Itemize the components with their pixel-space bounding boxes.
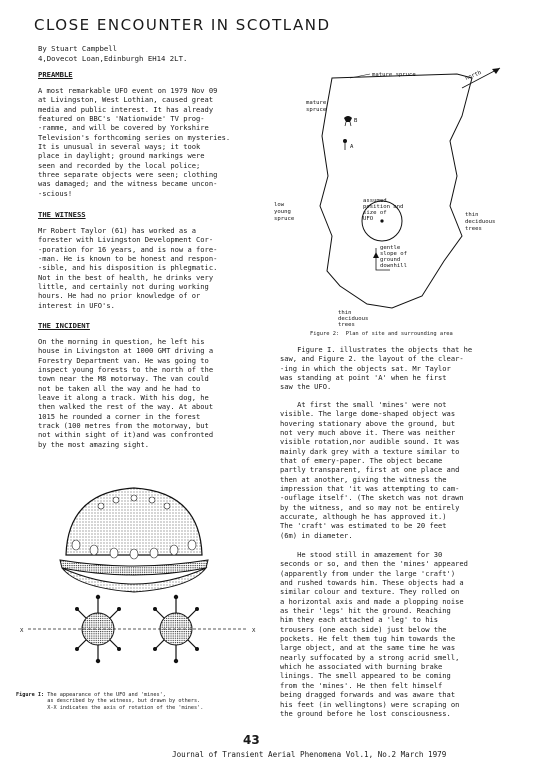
text-line: saw, and Figure 2. the layout of the clear- bbox=[280, 354, 464, 364]
right-para-2 bbox=[280, 400, 464, 540]
text-line: On the morning in question, he left his bbox=[38, 337, 205, 346]
page-number: 43 bbox=[243, 733, 260, 747]
text-line: from the 'mines'. He then felt himself bbox=[280, 680, 443, 690]
axis-label-left: X bbox=[20, 628, 24, 634]
text-line: nearly suffocated by a strong acrid smell, bbox=[280, 652, 460, 662]
author-address: 4,Dovecot Loan,Edinburgh EH14 2LT. bbox=[38, 54, 188, 63]
text-line: that of emery-paper. The object became bbox=[280, 456, 443, 466]
author-block bbox=[38, 44, 187, 64]
text-line: partly transparent, first at one place and bbox=[280, 465, 460, 475]
label-thin-deciduous-bottom: thin bbox=[338, 310, 352, 316]
label-gentle-slope: downhill bbox=[380, 263, 407, 269]
text-line: three separate objects were seen; clothing bbox=[38, 170, 218, 180]
text-line: a horizontal axis and made a plopping noise bbox=[280, 596, 464, 606]
heading-incident: THE INCIDENT bbox=[38, 321, 90, 330]
text-line: leave it along a track. With his dog, he bbox=[38, 393, 209, 403]
figure1-caption-line: The appearance of the UFO and 'mines', bbox=[47, 692, 166, 698]
label-assumed-position: size of bbox=[363, 210, 387, 216]
text-line: large object, and at the same time he was bbox=[280, 643, 456, 653]
heading-witness: THE WITNESS bbox=[38, 210, 86, 219]
text-line: was standing at point 'A' when he first bbox=[280, 373, 447, 383]
text-line: -sible, and his disposition is phlegmatic. bbox=[38, 263, 218, 273]
north-arrow bbox=[462, 68, 500, 88]
text-line: media and public interest. It has already bbox=[38, 104, 214, 114]
label-assumed-position: assumed bbox=[363, 198, 387, 204]
ufo-craft bbox=[60, 488, 208, 592]
text-line: hours. He had no prior knowledge of or bbox=[38, 291, 201, 301]
north-label: north bbox=[464, 69, 483, 82]
text-line: mainly dark grey with a texture similar to bbox=[280, 446, 460, 456]
text-line: linings. The smell appeared to be coming bbox=[280, 671, 451, 681]
text-line: -man. He is known to be honest and respon- bbox=[38, 254, 218, 264]
text-line: hovering stationary above the ground, but bbox=[280, 418, 456, 428]
preamble-text bbox=[38, 86, 230, 198]
figure1-illustration bbox=[16, 470, 266, 690]
text-line: seconds or so, and then the 'mines' appeared bbox=[280, 559, 468, 569]
figure2-site-plan bbox=[272, 56, 512, 326]
text-line: by the witness, and so may not be entirely bbox=[280, 502, 460, 512]
incident-text bbox=[38, 337, 213, 449]
axis-label-right: X bbox=[252, 628, 256, 634]
text-line: -ramme, and will be covered by Yorkshire bbox=[38, 123, 209, 133]
label-mature-spruce-top: mature spruce bbox=[372, 72, 416, 78]
journal-footer: Journal of Transient Aerial Phenomena Vol.1, No.2 March 1979 bbox=[172, 750, 447, 759]
text-line: Forestry Department van. He was going to bbox=[38, 355, 209, 365]
text-line: The 'craft' was estimated to be 20 feet bbox=[280, 521, 447, 531]
text-line: not within sight of it)and was confronted bbox=[38, 430, 214, 440]
label-gentle-slope: gentle bbox=[380, 245, 401, 251]
text-line: -scious! bbox=[38, 188, 73, 198]
label-point-b: B bbox=[354, 118, 358, 124]
text-line: him they each attached a 'leg' to his bbox=[280, 615, 439, 625]
figure1-caption-line: as described by the witness, but drawn by others. bbox=[47, 698, 201, 705]
text-line: featured on BBC's 'Nationwide' TV prog- bbox=[38, 114, 205, 124]
right-para-3 bbox=[280, 550, 468, 718]
text-line: Mr Robert Taylor (61) has worked as a bbox=[38, 226, 197, 235]
label-thin-deciduous-right: thin bbox=[465, 212, 479, 218]
label-low-young-spruce: low bbox=[274, 202, 285, 208]
figure2-caption: Figure 2: Plan of site and surrounding area bbox=[310, 331, 453, 337]
text-line: not very much above it. There was neither bbox=[280, 428, 456, 438]
text-line: (6m) in diameter. bbox=[280, 530, 353, 540]
figure1-caption bbox=[16, 692, 203, 711]
text-line: Television's forthcoming series on mysteries. bbox=[38, 132, 231, 142]
label-mature-spruce-left: spruce bbox=[306, 107, 327, 113]
text-line: town near the M8 motorway. The van could bbox=[38, 374, 209, 384]
figure1-caption-line: X-X indicates the axis of rotation of the 'mines'. bbox=[47, 704, 204, 711]
text-line: his feet (in wellingtons) were scraping on bbox=[280, 699, 460, 709]
text-line: then at another, giving the witness the bbox=[280, 474, 447, 484]
text-line: not be taken all the way and he had to bbox=[38, 383, 201, 393]
text-line: A most remarkable UFO event on 1979 Nov 09 bbox=[38, 86, 218, 95]
text-line: the ground before he lost consciousness. bbox=[280, 708, 451, 718]
label-thin-deciduous-right: deciduous bbox=[465, 219, 496, 225]
text-line: It is unusual in several ways; it took bbox=[38, 142, 201, 152]
text-line: little, and certainly not during working bbox=[38, 282, 209, 292]
text-line: (apparently from under the large 'craft') bbox=[280, 568, 456, 578]
label-thin-deciduous-right: trees bbox=[465, 226, 482, 232]
text-line: inspect young forests to the north of the bbox=[38, 365, 214, 375]
text-line: visible. The large dome-shaped object was bbox=[280, 409, 456, 419]
text-line: Figure I. illustrates the objects that he bbox=[280, 345, 473, 354]
text-line: accurate, although he has approved it.) bbox=[280, 512, 447, 522]
figure1-caption-label: Figure I: bbox=[16, 692, 45, 698]
author-name: By Stuart Campbell bbox=[38, 44, 118, 53]
text-line: then walked the rest of the way. At about bbox=[38, 402, 214, 412]
label-gentle-slope: ground bbox=[380, 257, 401, 263]
text-line: which he associated with burning brake bbox=[280, 662, 443, 672]
text-line: trousers (one each side) just below the bbox=[280, 624, 447, 634]
text-line: At first the small 'mines' were not bbox=[280, 400, 447, 409]
text-line: visible rotation,nor audible sound. It was bbox=[280, 437, 460, 447]
text-line: as their 'legs' hit the ground. Reaching bbox=[280, 606, 451, 616]
text-line: place in daylight; ground markings were bbox=[38, 151, 205, 161]
text-line: and rushed towards him. These objects had a bbox=[280, 578, 464, 588]
text-line: at Livingston, West Lothian, caused great bbox=[38, 95, 214, 105]
label-low-young-spruce: spruce bbox=[274, 216, 295, 222]
text-line: being dragged forwards and was aware that bbox=[280, 690, 456, 700]
text-line: saw the UFO. bbox=[280, 382, 332, 392]
text-line: seen and recorded by the local police; bbox=[38, 160, 201, 170]
text-line: -ing in which the objects sat. Mr Taylor bbox=[280, 363, 451, 373]
mine-left bbox=[75, 595, 121, 663]
label-thin-deciduous-bottom: deciduous bbox=[338, 316, 369, 322]
text-line: -ouflage itself'. (The sketch was not drawn bbox=[280, 493, 464, 503]
label-assumed-position: UFO bbox=[363, 216, 374, 222]
label-gentle-slope: slope of bbox=[380, 251, 407, 257]
heading-preamble: PREAMBLE bbox=[38, 70, 73, 79]
text-line: forester with Livingston Development Cor- bbox=[38, 235, 214, 245]
label-thin-deciduous-bottom: trees bbox=[338, 322, 355, 326]
text-line: 1015 he rounded a corner in the forest bbox=[38, 411, 201, 421]
right-para-1 bbox=[280, 345, 472, 392]
text-line: pockets. He felt them tug him towards the bbox=[280, 634, 456, 644]
text-line: He stood still in amazement for 30 bbox=[280, 550, 443, 559]
text-line: interest in UFO's. bbox=[38, 300, 115, 310]
text-line: impression that 'it was attempting to cam- bbox=[280, 484, 460, 494]
text-line: house in Livingston at 1000 GMT driving a bbox=[38, 346, 214, 356]
text-line: was damaged; and the witness became uncon- bbox=[38, 179, 218, 189]
point-a-marker bbox=[343, 139, 347, 150]
label-assumed-position: position and bbox=[363, 204, 404, 210]
text-line: Not in the best of health, he drinks very bbox=[38, 272, 214, 282]
label-point-a: A bbox=[350, 144, 354, 150]
label-low-young-spruce: young bbox=[274, 209, 291, 215]
clearing-outline bbox=[320, 74, 472, 308]
label-mature-spruce-left: mature bbox=[306, 100, 327, 106]
article-title: CLOSE ENCOUNTER IN SCOTLAND bbox=[34, 16, 331, 34]
witness-text bbox=[38, 226, 217, 310]
text-line: similar colour and texture. They rolled on bbox=[280, 587, 460, 597]
point-b-marker bbox=[344, 116, 352, 126]
mine-right bbox=[153, 595, 199, 663]
text-line: by the most amazing sight. bbox=[38, 439, 150, 449]
text-line: track (100 metres from the motorway, but bbox=[38, 421, 209, 431]
text-line: -poration for 16 years, and is now a fore- bbox=[38, 244, 218, 254]
